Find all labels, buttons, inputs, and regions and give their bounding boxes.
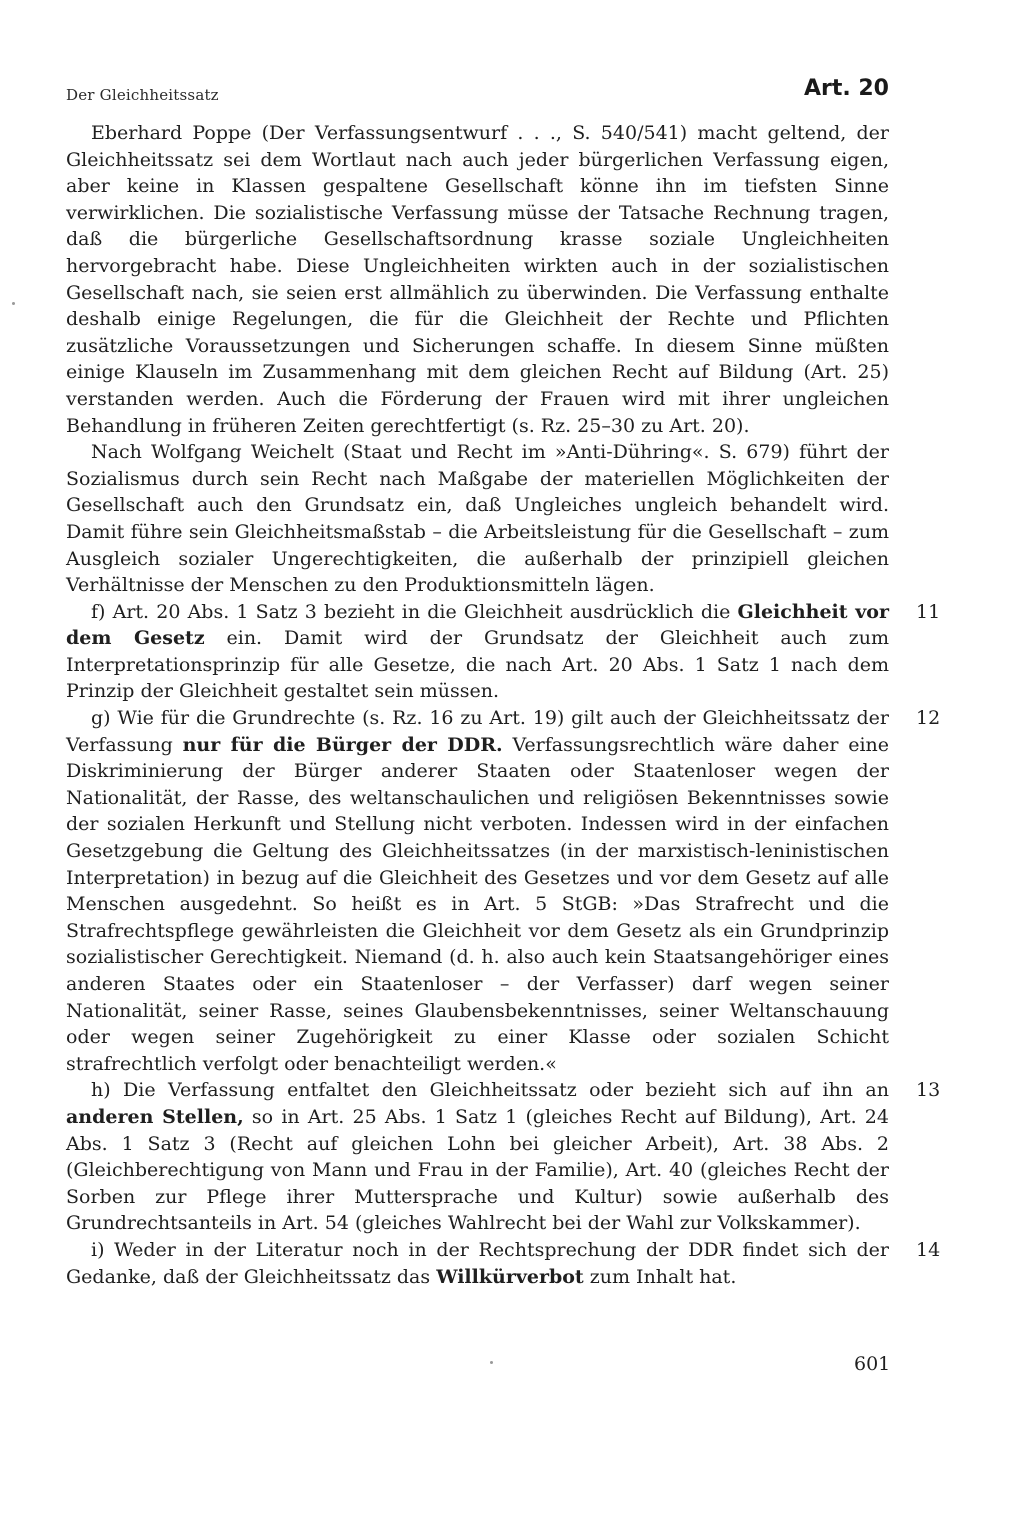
margin-number: 13 (916, 1079, 941, 1102)
bold-term: Gleichheit vor dem Gesetz (66, 600, 889, 650)
margin-number: 14 (916, 1238, 941, 1261)
body-text (66, 120, 941, 1290)
bold-term: Willkürverbot (436, 1265, 584, 1288)
scan-speck (12, 302, 15, 305)
paragraph-text: i) Weder in der Literatur noch in der Rechtsprechung der DDR findet sich der Gedanke, daß der Gleichheitssatz das (66, 1238, 889, 1288)
paragraph-text: f) Art. 20 Abs. 1 Satz 3 bezieht in die Gleichheit ausdrücklich die (91, 600, 738, 623)
page-number: 601 (854, 1353, 891, 1375)
paragraph-text: so in Art. 25 Abs. 1 Satz 1 (gleiches Recht auf Bildung), Art. 24 Abs. 1 Satz 3 (Recht auf gleichen Lohn bei gleicher Arbeit), Art. 38 Abs. 2 (Gleichberechtigung von Mann und Frau in der Familie), Art. 40 (gleiches Recht der Sorben zur Pflege ihrer Muttersprache und Kultur) sowie außerhalb des Grundrechtsanteils in Art. 54 (gleiches Wahlrecht bei der Wahl zur Volkskammer). (66, 1105, 889, 1235)
paragraph-poppe (66, 120, 889, 439)
article-heading: Art. 20 (803, 76, 889, 101)
paragraph-g (66, 705, 941, 1077)
paragraph-weichelt (66, 439, 889, 599)
scan-speck (490, 1361, 493, 1364)
paragraph-text: h) Die Verfassung entfaltet den Gleichheitssatz oder bezieht sich auf ihn an (91, 1079, 889, 1102)
margin-number: 11 (916, 600, 941, 623)
bold-term: anderen Stellen, (66, 1105, 244, 1128)
paragraph-text: Verfassungsrechtlich wäre daher eine Diskriminierung der Bürger anderer Staaten oder Staatenloser wegen der Nationalität, der Rasse, des weltanschaulichen und religiösen Bekenntnisses sowie der sozialen Herkunft und Stellung nicht verboten. Indessen wird in der einfachen Gesetzgebung die Geltung des Gleichheitssatzes (in der marxistisch-leninistischen Interpretation) in bezug auf die Gleichheit des Gesetzes und vor dem Gesetz auf alle Menschen ausgedehnt. So heißt es in Art. 5 StGB: »Das Strafrecht und die Strafrechtspflege gewährleisten die Gleichheit vor dem Gesetz als ein Grundprinzip sozialistischer Gerechtigkeit. Niemand (d. h. also auch kein Staatsangehöriger eines anderen Staates oder ein Staatenloser – der Verfasser) darf wegen seiner Nationalität, seiner Rasse, seines Glaubensbekenntnisses, seiner Weltanschauung oder wegen seiner Zugehörigkeit zu einer Klasse oder sozialen Schicht strafrechtlich verfolgt oder benachteiligt werden.« (66, 733, 890, 1075)
paragraph-i (66, 1237, 941, 1290)
bold-term: nur für die Bürger der DDR. (182, 733, 503, 756)
paragraph-text: g) Wie für die Grundrechte (s. Rz. 16 zu Art. 19) gilt auch der Gleichheitssatz der Verfassung (66, 707, 889, 756)
paragraph-text: zum Inhalt hat. (583, 1265, 737, 1288)
margin-number: 12 (916, 707, 941, 730)
paragraph-text: Nach Wolfgang Weichelt (Staat und Recht im »Anti-Dühring«. S. 679) führt der Sozialismus durch sein Recht nach Maßgabe der materiellen Möglichkeiten der Gesellschaft auch den Grundsatz ein, daß Ungleiches ungleich behandelt wird. Damit führe sein Gleichheitsmaßstab – die Arbeitsleistung für die Gesellschaft – zum Ausgleich sozialer Ungerechtigkeiten, die außerhalb der prinzipiell gleichen Verhältnisse der Menschen zu den Produktionsmitteln lägen. (66, 441, 889, 597)
running-title: Der Gleichheitssatz (66, 86, 219, 104)
paragraph-f (66, 599, 941, 705)
paragraph-text: Eberhard Poppe (Der Verfassungsentwurf . . ., S. 540/541) macht geltend, der Gleichheitssatz sei dem Wortlaut nach auch jeder bürgerlichen Verfassung eigen, aber keine in Klassen gespaltene Gesellschaft könne ihn im tiefsten Sinne verwirklichen. Die sozialistische Verfassung müsse der Tatsache Rechnung tragen, daß die bürgerliche Gesellschaftsordnung krasse soziale Ungleichheiten hervorgebracht habe. Diese Ungleichheiten wirkten auch in der sozialistischen Gesellschaft nach, sie seien erst allmählich zu überwinden. Die Verfassung enthalte deshalb einige Regelungen, die für die Gleichheit der Rechte und Pflichten zusätzliche Voraussetzungen und Sicherungen schaffe. In diesem Sinne müßten einige Klauseln im Zusammenhang mit dem gleichen Recht auf Bildung (Art. 25) verstanden werden. Auch die Förderung der Frauen wird mit ihrer ungleichen Behandlung in früheren Zeiten gerechtfertigt (s. Rz. 25–30 zu Art. 20). (66, 122, 889, 437)
paragraph-h (66, 1077, 941, 1237)
paragraph-text: ein. Damit wird der Grundsatz der Gleichheit auch zum Interpretationsprinzip für alle Gesetze, die nach Art. 20 Abs. 1 Satz 1 nach dem Prinzip der Gleichheit gestaltet sein müssen. (66, 627, 889, 703)
